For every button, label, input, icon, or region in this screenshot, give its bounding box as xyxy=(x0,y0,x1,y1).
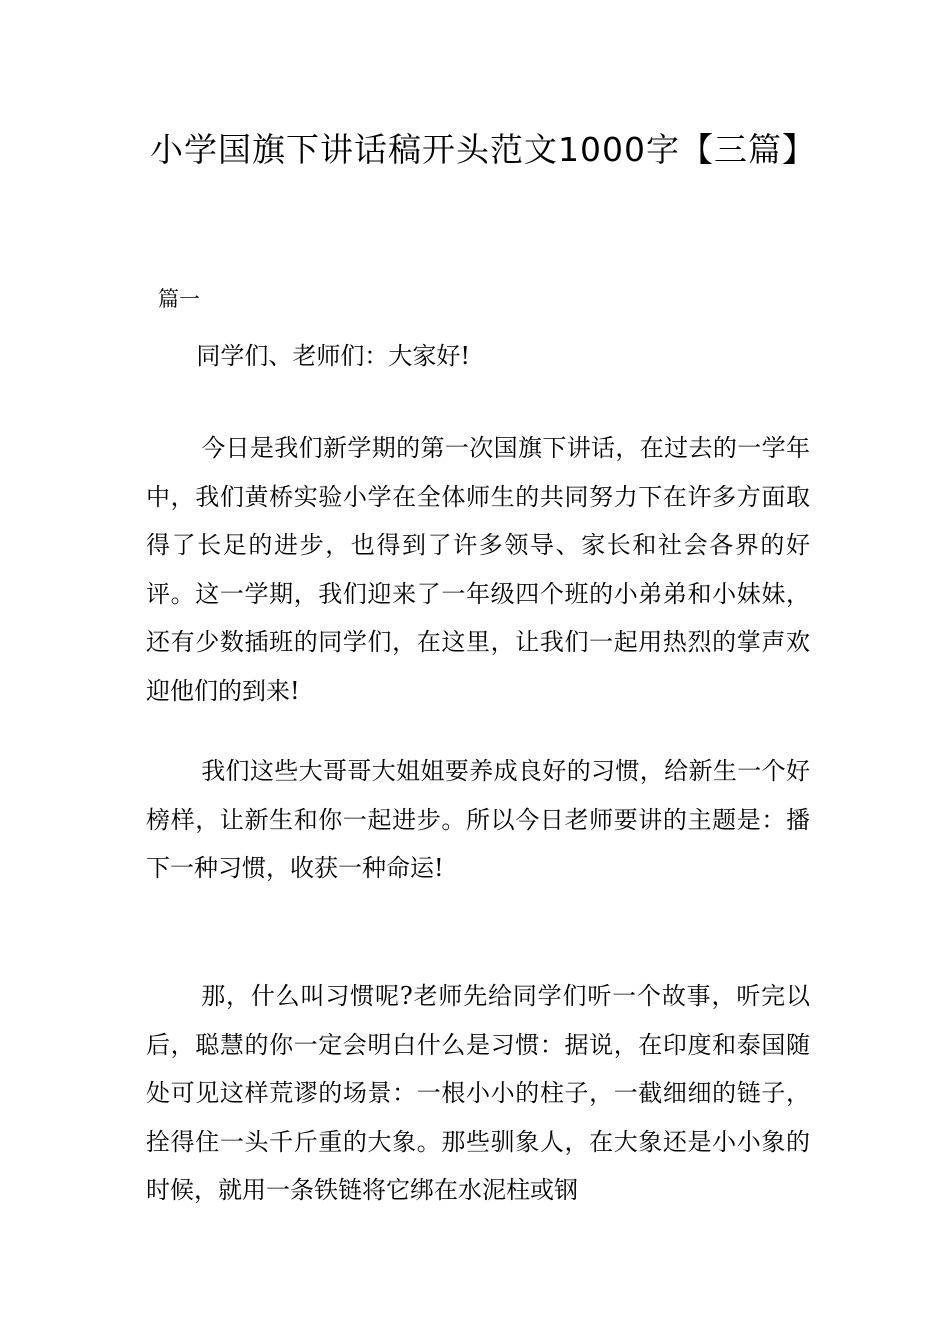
greeting-paragraph: 同学们、老师们：大家好! xyxy=(196,342,471,370)
section-label: 篇一 xyxy=(158,287,200,311)
document-title: 小学国旗下讲话稿开头范文1000字【三篇】 xyxy=(150,130,816,169)
body-paragraph: 那，什么叫习惯呢?老师先给同学们听一个故事，听完以后，聪慧的你一定会明白什么是习惯：据说，在印度和泰国随处可见这样荒谬的场景：一根小小的柱子，一截细细的链子，拴得住一头千斤重的大象。那些驯象人，在大象还是小小象的时候，就用一条铁链将它绑在水泥柱或钢 xyxy=(146,982,810,1204)
body-paragraph: 我们这些大哥哥大姐姐要养成良好的习惯，给新生一个好榜样，让新生和你一起进步。所以今日老师要讲的主题是：播下一种习惯，收获一种命运! xyxy=(146,757,810,882)
body-paragraph: 今日是我们新学期的第一次国旗下讲话，在过去的一学年中，我们黄桥实验小学在全体师生的共同努力下在许多方面取得了长足的进步，也得到了许多领导、家长和社会各界的好评。这一学期，我们迎来了一年级四个班的小弟弟和小妹妹，还有少数插班的同学们，在这里，让我们一起用热烈的掌声欢迎他们的到来! xyxy=(146,434,810,705)
